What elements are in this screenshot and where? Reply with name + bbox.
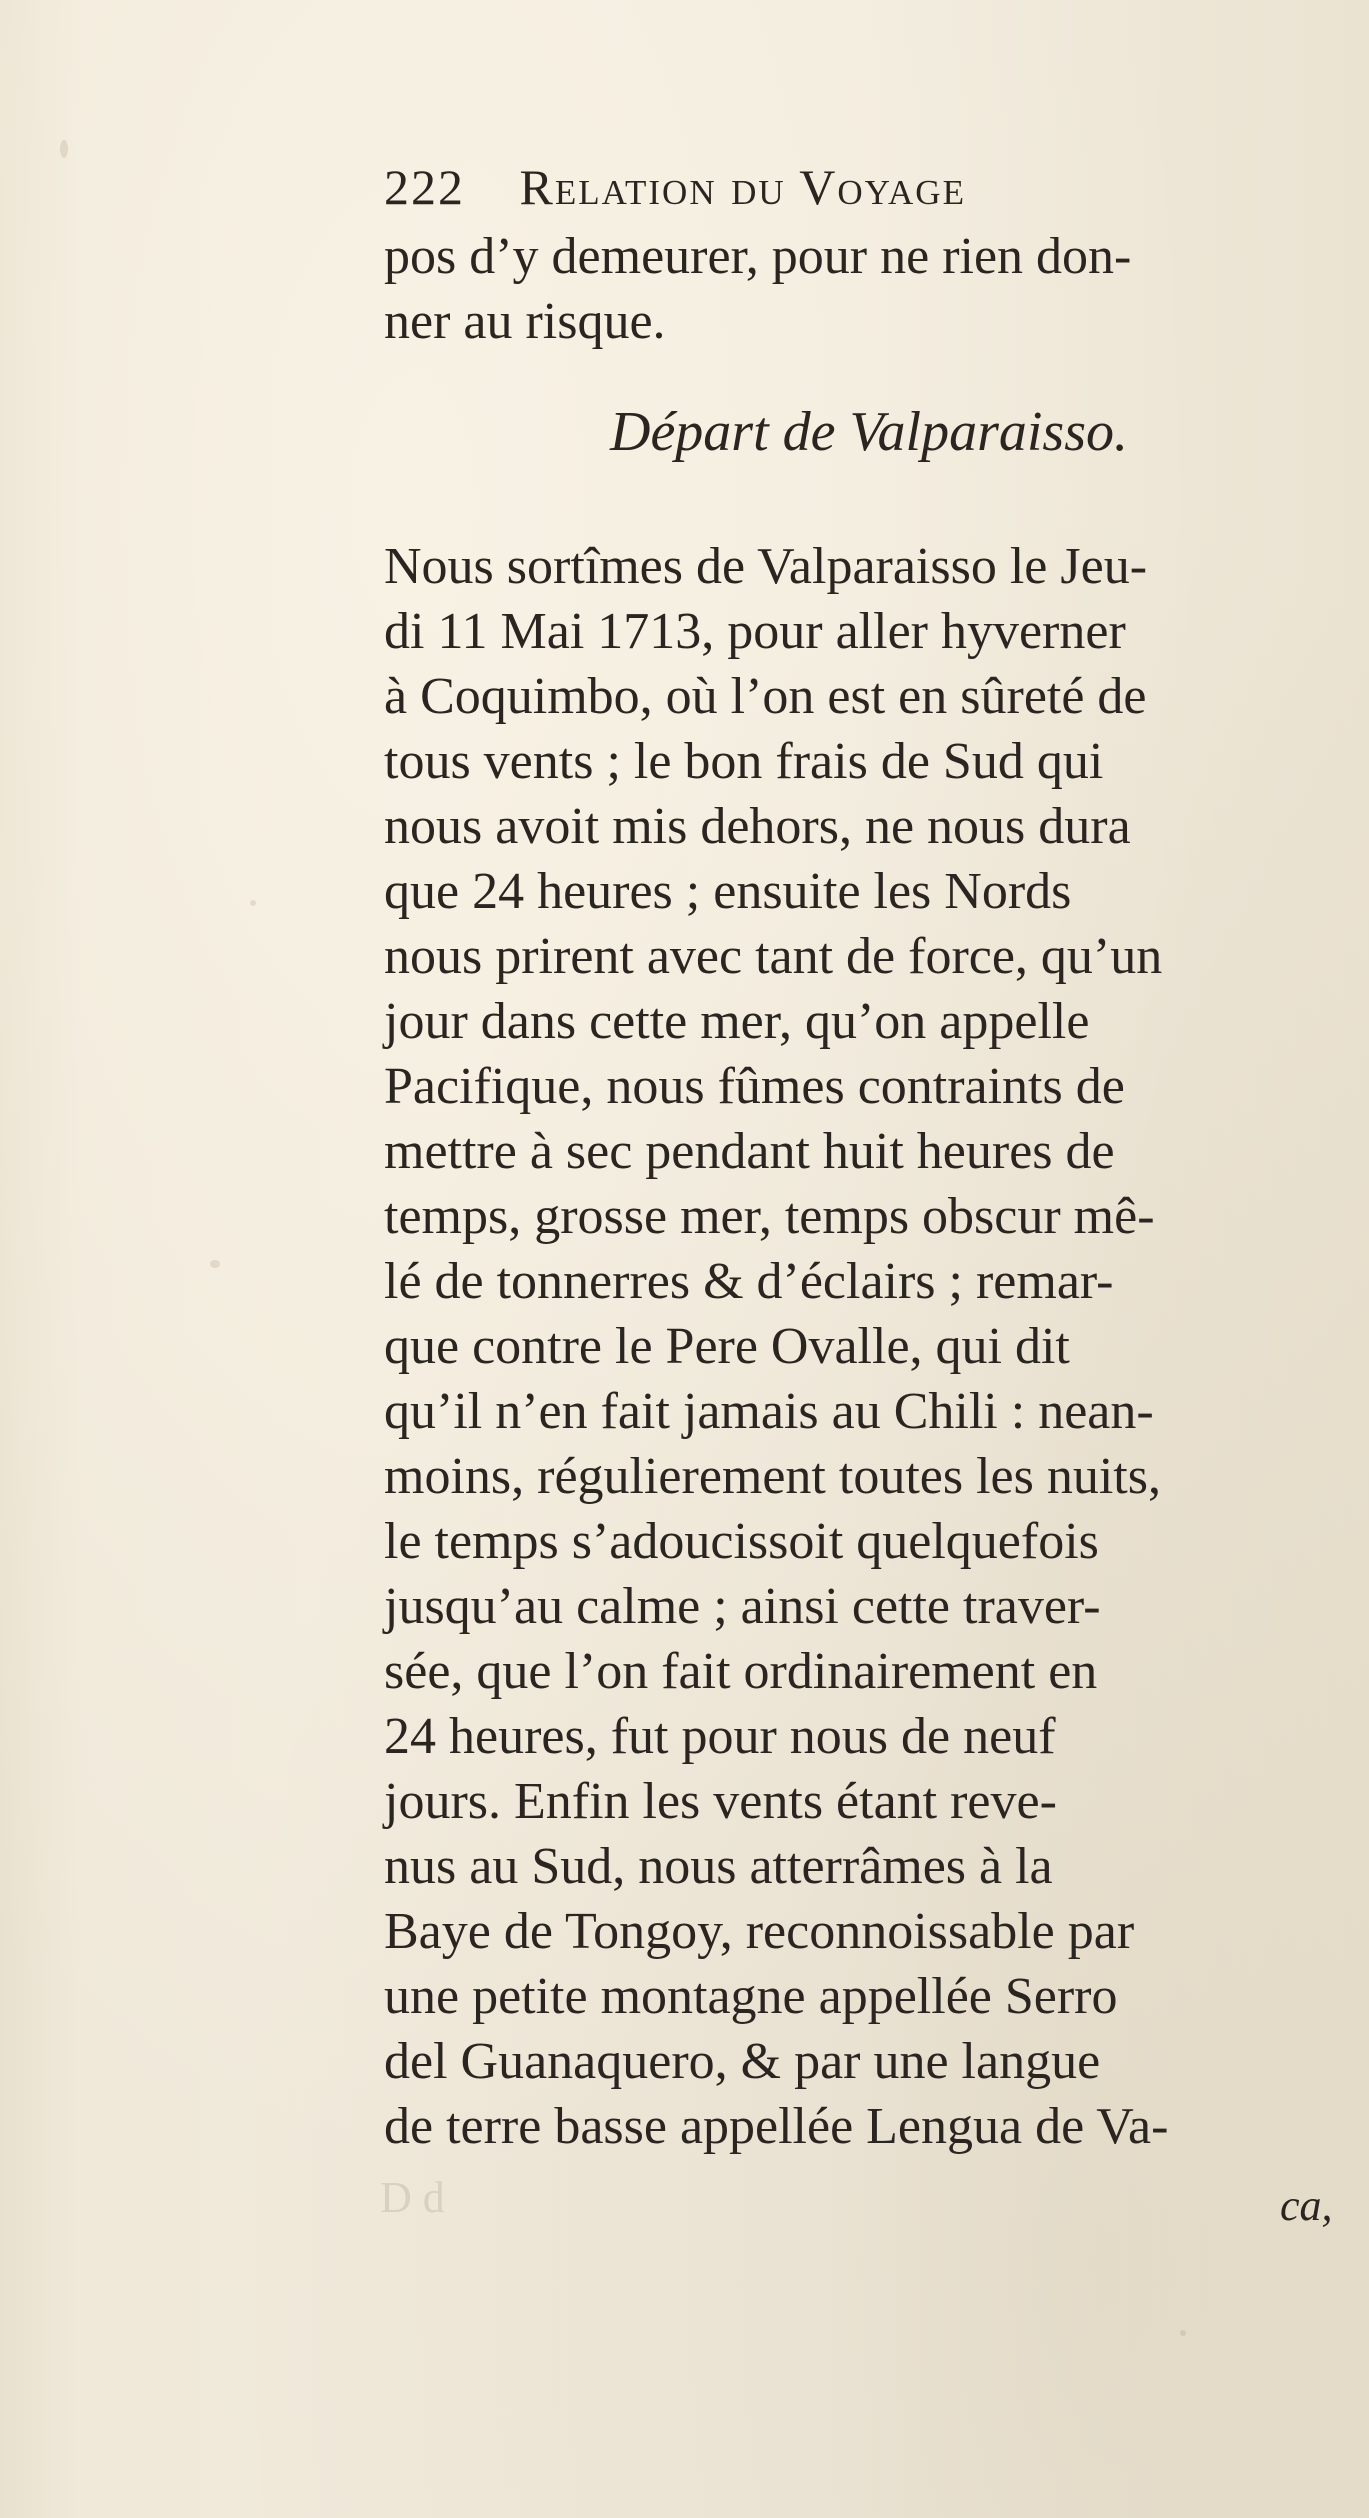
text-line: tous vents ; le bon frais de Sud qui (384, 733, 1104, 790)
paper-stain (250, 900, 256, 906)
text-line: 24 heures, fut pour nous de neuf (384, 1708, 1056, 1765)
text-line: sée, que l’on fait ordinairement en (384, 1643, 1098, 1700)
text-line: temps, grosse mer, temps obscur mê- (384, 1188, 1155, 1245)
page-number: 222 (384, 159, 465, 215)
text-line: à Coquimbo, où l’on est en sûreté de (384, 668, 1147, 725)
paper-stain (210, 1260, 220, 1268)
text-line: qu’il n’en fait jamais au Chili : nean- (384, 1383, 1154, 1440)
running-head (384, 158, 1369, 216)
text-line: mettre à sec pendant huit heures de (384, 1123, 1115, 1180)
text-line: nus au Sud, nous atterrâmes à la (384, 1838, 1053, 1895)
paragraph (384, 534, 1354, 2159)
text-line: Pacifique, nous fûmes contraints de (384, 1058, 1125, 1115)
paper-stain (1180, 2330, 1186, 2336)
catchword: ca, (1280, 2181, 1333, 2230)
text-line: le temps s’adoucissoit quelquefois (384, 1513, 1099, 1570)
text-line: une petite montagne appellée Serro (384, 1968, 1118, 2025)
text-line: lé de tonnerres & d’éclairs ; remar- (384, 1253, 1114, 1310)
text-line: pos d’y demeurer, pour ne rien don- (384, 228, 1132, 285)
text-line: Baye de Tongoy, reconnoissable par (384, 1903, 1135, 1960)
text-line: Nous sortîmes de Valparaisso le Jeu- (384, 538, 1148, 595)
continued-text (384, 224, 1354, 354)
text-line: jusqu’au calme ; ainsi cette traver- (384, 1578, 1101, 1635)
text-line: que contre le Pere Ovalle, qui dit (384, 1318, 1070, 1375)
text-line: moins, régulierement toutes les nuits, (384, 1448, 1161, 1505)
text-line: que 24 heures ; ensuite les Nords (384, 863, 1072, 920)
text-line: jour dans cette mer, qu’on appelle (384, 993, 1090, 1050)
show-through-text: D d (380, 2173, 445, 2222)
text-line: di 11 Mai 1713, pour aller hyverner (384, 603, 1126, 660)
text-line: del Guanaquero, & par une langue (384, 2033, 1101, 2090)
running-head-title: Relation du Voyage (519, 159, 966, 215)
text-line: de terre basse appellée Lengua de Va- (384, 2098, 1169, 2155)
text-line: nous prirent avec tant de force, qu’un (384, 928, 1163, 985)
paper-stain (60, 140, 68, 158)
text-line: jours. Enfin les vents étant reve- (384, 1773, 1057, 1830)
section-heading: Départ de Valparaisso. (610, 401, 1128, 463)
text-line: nous avoit mis dehors, ne nous dura (384, 798, 1131, 855)
text-line: ner au risque. (384, 293, 666, 350)
